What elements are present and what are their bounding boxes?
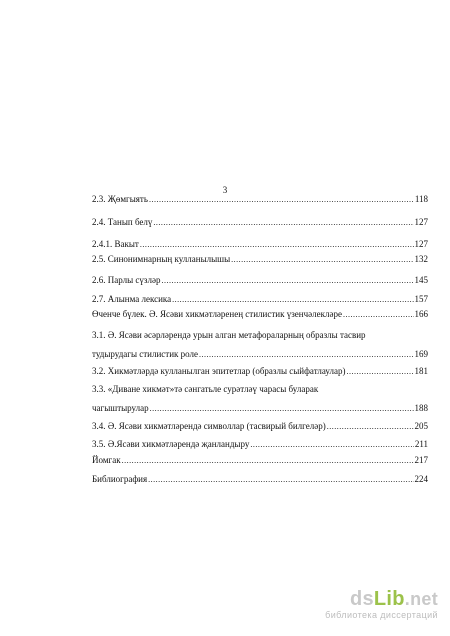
toc-entry-label: Йомгак — [92, 455, 121, 465]
toc-entry — [92, 366, 428, 377]
toc-leader-dots — [199, 349, 413, 360]
logo-net-text: .net — [404, 589, 438, 609]
toc-entry-label: 3.2. Хикмәтләрдә кулланылган эпитетлар (образлы сыйфатлаулар) — [92, 366, 346, 376]
toc-entry — [92, 217, 428, 228]
toc-leader-dots — [231, 254, 413, 265]
toc-leader-dots — [161, 275, 413, 286]
toc-entry — [92, 254, 428, 265]
toc-entry-line1: 3.1. Ә. Ясәви әсәрләрендә урын алган метафораларның образлы тасвир — [92, 330, 366, 340]
toc-entry — [92, 421, 428, 432]
toc-leader-dots — [149, 194, 414, 205]
watermark-subtitle: библиотека диссертаций — [325, 610, 438, 620]
toc-entry-page: 169 — [414, 349, 428, 359]
toc-entry-page: 188 — [414, 403, 428, 413]
toc-entry-page: 211 — [414, 439, 428, 449]
toc-entry-page: 205 — [414, 421, 428, 431]
toc-leader-dots — [172, 294, 413, 305]
toc-entry — [92, 439, 428, 450]
toc-entry-label: 2.7. Алынма лексика — [92, 294, 172, 304]
toc-entry-label: 2.4.1. Вакыт — [92, 239, 139, 249]
toc-leader-dots — [347, 366, 414, 377]
toc-entry-label: чагыштырулар — [92, 403, 149, 413]
toc-entry-page: 118 — [414, 194, 428, 204]
logo-lib-text: Lib — [373, 588, 405, 610]
toc-entry-label: 3.4. Ә. Ясәви хикмәтләрендә символлар (тасвирый билгеләр) — [92, 421, 326, 431]
toc-entry-page: 132 — [414, 254, 428, 264]
dslib-watermark — [318, 588, 438, 624]
toc-entry — [92, 275, 428, 286]
toc-entry-label: 2.4. Танып белү — [92, 217, 153, 227]
page-number: 3 — [222, 185, 228, 195]
toc-entry-page: 127 — [414, 217, 428, 227]
toc-leader-dots — [343, 309, 414, 320]
toc-entry — [92, 474, 428, 485]
toc-leader-dots — [140, 239, 414, 250]
toc-entry — [92, 239, 428, 250]
toc-entry-line1: 3.3. «Диване хикмәт»тә сәнгатьле сурәтләү чарасы буларак — [92, 384, 319, 394]
dslib-logo — [350, 588, 438, 610]
toc-entry — [92, 455, 428, 466]
toc-entry — [92, 403, 428, 414]
toc-entry-label: 2.5. Синонимнарның кулланылышы — [92, 254, 231, 264]
toc-entry-page: 157 — [414, 294, 428, 304]
toc-entry-label: 2.3. Җөмгыять — [92, 194, 148, 204]
toc-entry-page: 224 — [414, 474, 428, 484]
toc-leader-dots — [327, 421, 414, 432]
logo-ds-text: ds — [349, 588, 374, 610]
toc-leader-dots — [148, 474, 413, 485]
toc-entry — [92, 309, 428, 320]
toc-entry-page: 166 — [414, 309, 428, 319]
toc-leader-dots — [250, 439, 413, 450]
toc-entry — [92, 194, 428, 205]
toc-entry-page: 181 — [414, 366, 428, 376]
toc-entry-label: тудырудагы стилистик роле — [92, 349, 199, 359]
toc-entry-page: 217 — [414, 455, 428, 465]
toc-entry-label: 3.5. Ә.Ясәви хикмәтләрендә җанландыру — [92, 439, 250, 449]
toc-leader-dots — [150, 403, 414, 414]
toc-entry-label: 2.6. Парлы сүзләр — [92, 275, 161, 285]
toc-entry-label: Өченче бүлек. Ә. Ясәви хикмәтләренең стилистик үзенчәлекләре — [92, 309, 342, 319]
toc-entry — [92, 294, 428, 305]
toc-entry-page: 127 — [414, 239, 428, 249]
toc-entry-label: Библиография — [92, 474, 148, 484]
toc-leader-dots — [122, 455, 414, 466]
toc-entry-page: 145 — [414, 275, 428, 285]
toc-leader-dots — [153, 217, 413, 228]
toc-entry — [92, 349, 428, 360]
